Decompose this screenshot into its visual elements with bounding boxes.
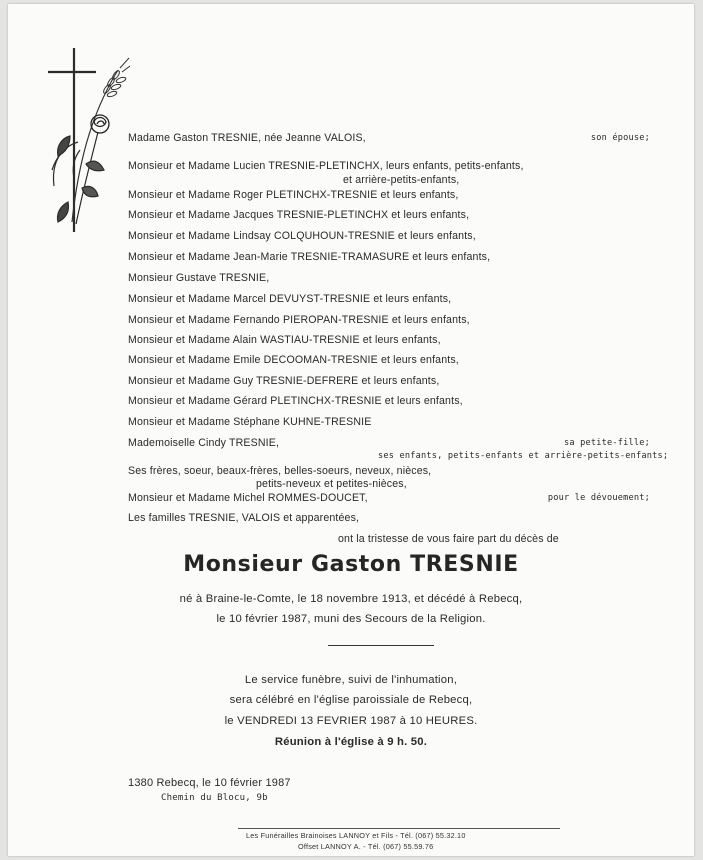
announcement-line [128,160,650,172]
service-line: sera célébré en l'église paroissiale de Rebecq, [229,694,473,706]
announcement-text: Monsieur et Madame Stéphane KUHNE-TRESNIE [128,416,372,428]
announcement-line [128,209,650,221]
announcement-text: Mademoiselle Cindy TRESNIE, [128,437,280,449]
announcement-text: Madame Gaston TRESNIE, née Jeanne VALOIS, [128,132,366,144]
announcement-line [256,478,650,490]
relation-label: sa petite-fille; [564,438,650,448]
announcement-text: ont la tristesse de vous faire part du décès de [338,533,559,545]
announcement-text: Monsieur et Madame Emile DECOOMAN-TRESNIE et leurs enfants, [128,354,459,366]
relation-label: son épouse; [590,133,650,143]
announcement-text: petits-neveux et petites-nièces, [256,478,407,490]
announcement-line [128,465,650,477]
birth-death-line: né à Braine-le-Comte, le 18 novembre 1913, et décédé à Rebecq, [179,593,523,605]
announcement-text: Ses frères, soeur, beaux-frères, belles-soeurs, neveux, nièces, [128,465,432,477]
announcement-text: Monsieur et Madame Fernando PIEROPAN-TRESNIE et leurs enfants, [128,314,470,326]
footer-rule [238,828,560,829]
address: Chemin du Blocu, 9b [161,793,268,803]
announcement-text: ses enfants, petits-enfants et arrière-petits-enfants; [378,451,669,461]
announcement-text: Monsieur Gustave TRESNIE, [128,272,270,284]
announcement-line [128,334,650,346]
announcement-text: Monsieur et Madame Marcel DEVUYST-TRESNIE et leurs enfants, [128,293,452,305]
announcement-line [128,314,650,326]
deceased-name: Monsieur Gaston TRESNIE [183,552,519,577]
announcement-text: Monsieur et Madame Roger PLETINCHX-TRESNIE et leurs enfants, [128,189,459,201]
funeral-notice [8,4,694,856]
announcement-line [128,230,650,242]
announcement-text: Monsieur et Madame Guy TRESNIE-DEFRERE et leurs enfants, [128,375,440,387]
announcement-text: Monsieur et Madame Lucien TRESNIE-PLETINCHX, leurs enfants, petits-enfants, [128,160,524,172]
city-date: 1380 Rebecq, le 10 février 1987 [128,777,291,789]
announcement-text: Les familles TRESNIE, VALOIS et apparentées, [128,512,360,524]
announcement-text: Monsieur et Madame Jacques TRESNIE-PLETINCHX et leurs enfants, [128,209,470,221]
relation-label: pour le dévouement; [547,493,650,503]
announcement-line [128,293,650,305]
service-line: Le service funèbre, suivi de l'inhumation, [244,674,458,686]
announcement-line [128,395,650,407]
announcement-line [128,512,650,524]
birth-death-line: le 10 février 1987, muni des Secours de la Religion. [216,613,486,625]
announcement-line [378,450,669,462]
announcement-line [128,132,650,144]
announcement-line [128,492,650,504]
announcement-line [128,189,650,201]
announcement-line [128,354,650,366]
announcement-text: Monsieur et Madame Gérard PLETINCHX-TRESNIE et leurs enfants, [128,395,463,407]
service-line: le VENDREDI 13 FEVRIER 1987 à 10 HEURES. [224,715,478,727]
announcement-line [128,251,650,263]
announcement-text: Monsieur et Madame Alain WASTIAU-TRESNIE et leurs enfants, [128,334,441,346]
announcement-line [338,533,650,545]
meeting-line: Réunion à l'église à 9 h. 50. [274,736,428,748]
announcement-text: Monsieur et Madame Michel ROMMES-DOUCET, [128,492,368,504]
announcement-text: Monsieur et Madame Lindsay COLQUHOUN-TRESNIE et leurs enfants, [128,230,476,242]
announcement-text: et arrière-petits-enfants, [343,174,460,186]
announcement-line [128,375,650,387]
footer-line: Offset LANNOY A. - Tél. (067) 55.59.76 [298,842,434,851]
announcement-text: Monsieur et Madame Jean-Marie TRESNIE-TRAMASURE et leurs enfants, [128,251,491,263]
cross-wheat-rose-icon [34,46,130,236]
divider [328,645,434,646]
announcement-line [343,174,650,186]
footer-line: Les Funérailles Brainoises LANNOY et Fils - Tél. (067) 55.32.10 [246,831,466,840]
announcement-line [128,272,650,284]
announcement-line [128,437,650,449]
announcement-line [128,416,650,428]
